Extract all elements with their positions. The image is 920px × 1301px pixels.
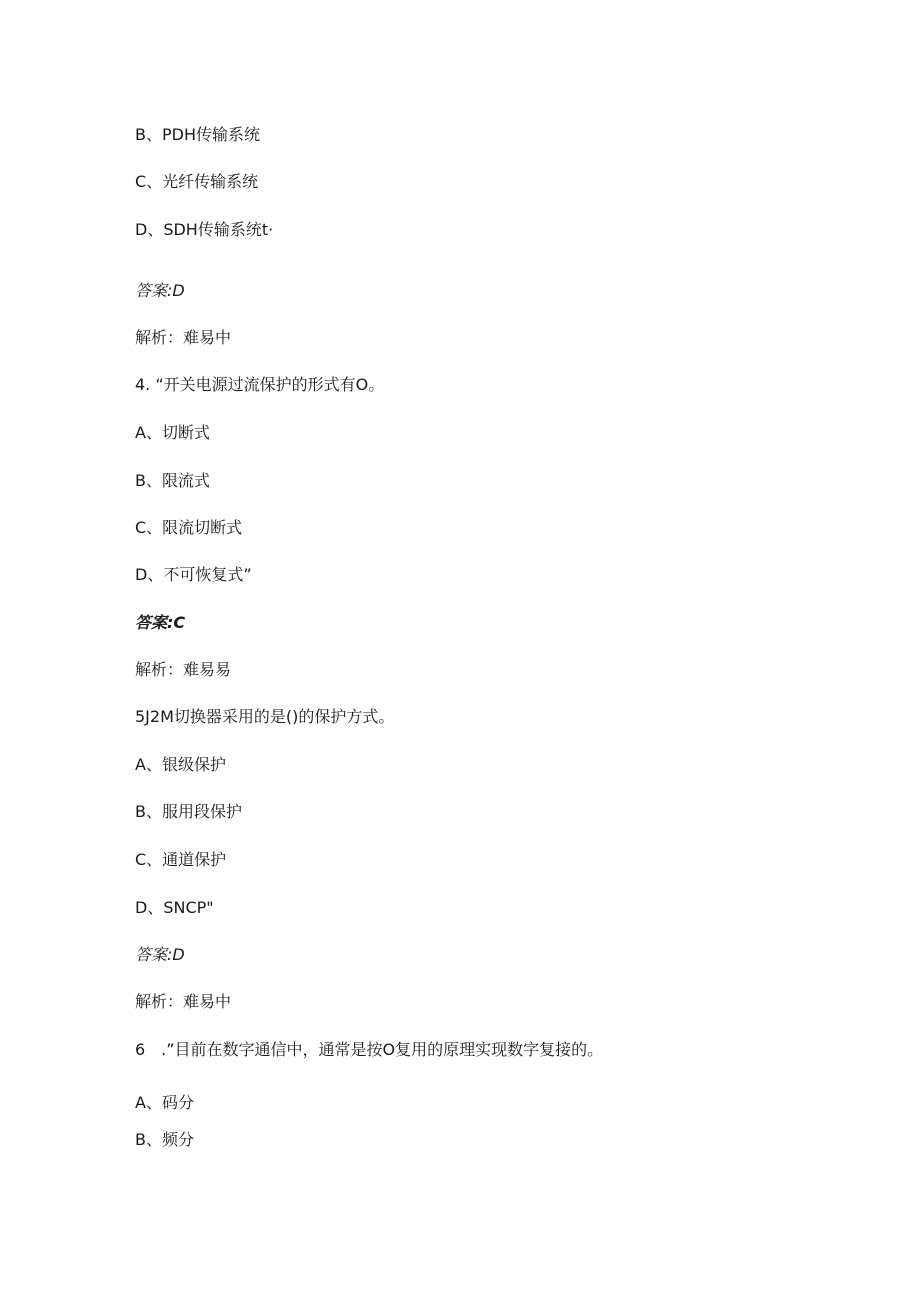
- answer-5: 答案:D: [135, 945, 185, 964]
- option-c-q5: C、通道保护: [135, 850, 227, 869]
- option-d-q5: D、SNCP": [135, 898, 214, 917]
- option-c-fiber: C、光纤传输系统: [135, 172, 259, 191]
- option-a-q5: A、银级保护: [135, 755, 226, 774]
- analysis-3: 解析：难易中: [135, 328, 232, 347]
- option-b-q5: B、服用段保护: [135, 802, 242, 821]
- option-d-q4: D、不可恢复式”: [135, 565, 252, 584]
- analysis-4: 解析：难易易: [135, 660, 232, 679]
- option-a-q6: A、码分: [135, 1093, 194, 1112]
- question-4: 4. “开关电源过流保护的形式有O。: [135, 375, 385, 394]
- option-c-q4: C、限流切断式: [135, 518, 243, 537]
- option-d-sdh: D、SDH传输系统t·: [135, 220, 274, 239]
- option-a-q4: A、切断式: [135, 423, 210, 442]
- analysis-5: 解析：难易中: [135, 992, 232, 1011]
- option-b-pdh: B、PDH传输系统: [135, 125, 260, 144]
- option-b-q6: B、频分: [135, 1130, 194, 1149]
- question-6: 6 .”目前在数字通信中，通常是按O复用的原理实现数字复接的。: [135, 1040, 604, 1059]
- option-b-q4: B、限流式: [135, 471, 210, 490]
- answer-3: 答案:D: [135, 281, 185, 300]
- question-5: 5J2M切换器采用的是()的保护方式。: [135, 707, 395, 726]
- answer-4: 答案:C: [135, 613, 186, 632]
